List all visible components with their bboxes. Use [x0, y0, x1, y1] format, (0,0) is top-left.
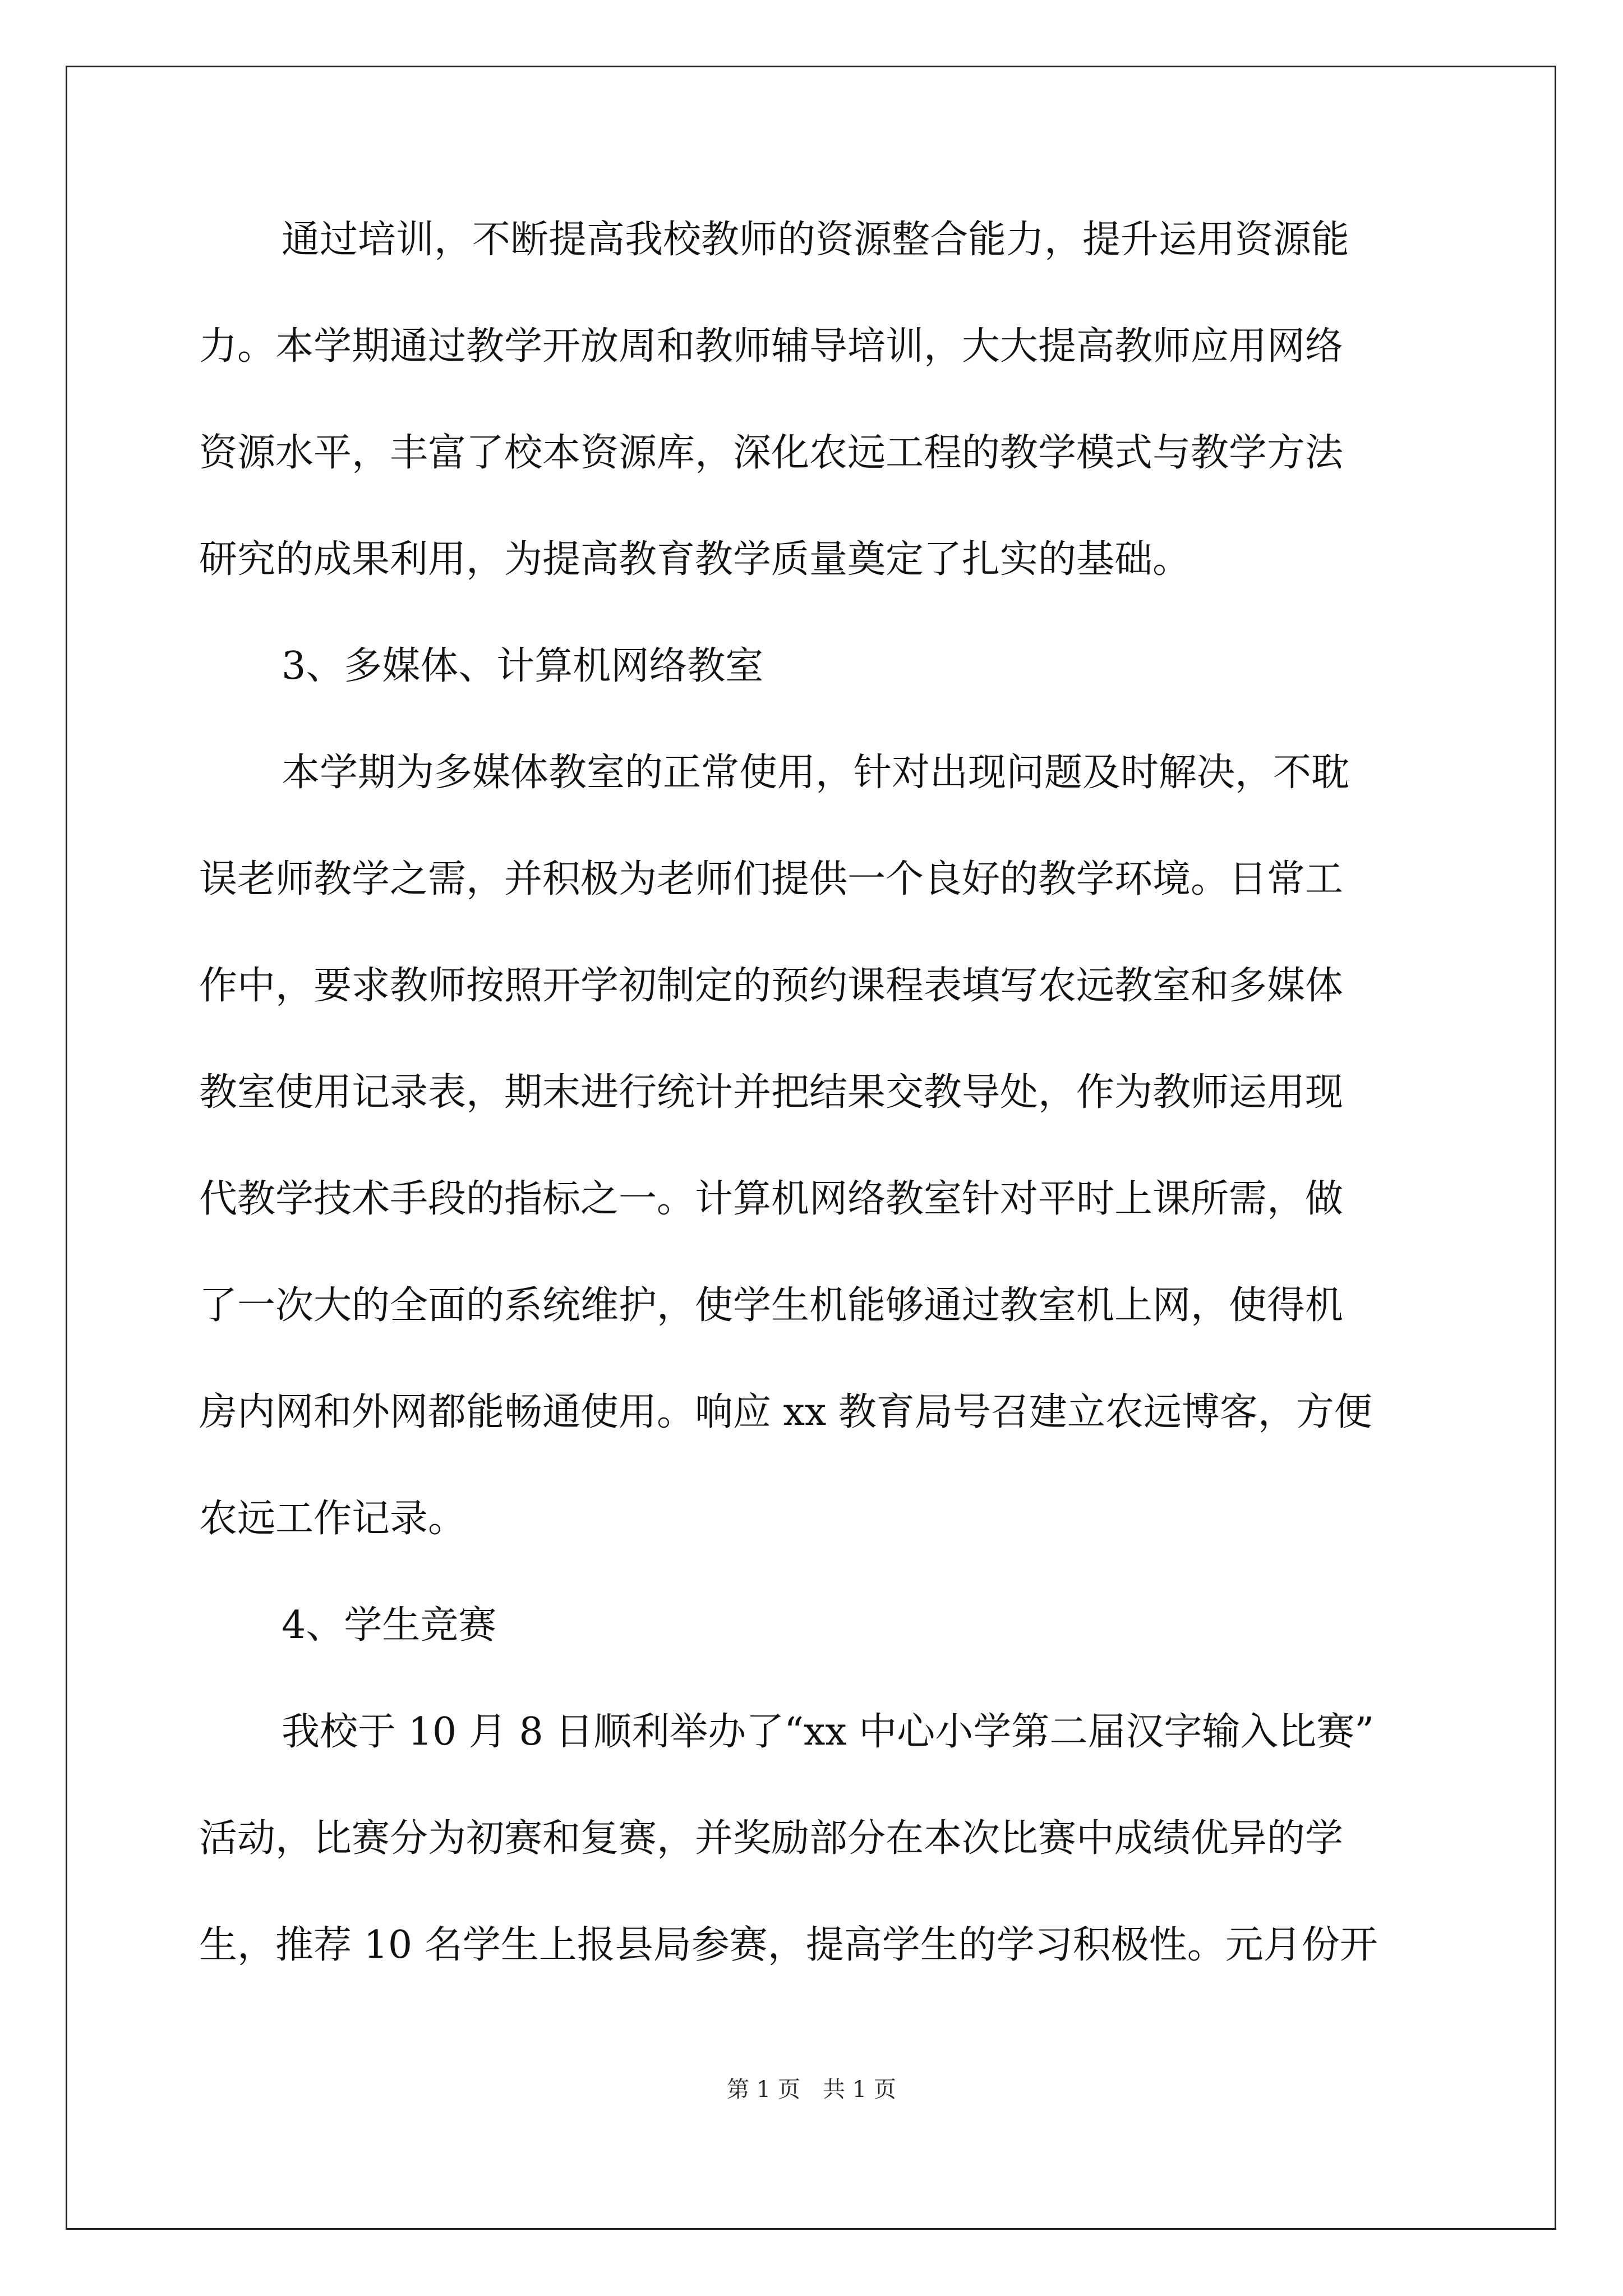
paragraph-line: 通过培训，不断提高我校教师的资源整合能力，提升运用资源能: [282, 218, 1350, 262]
paragraph-line: 活动，比赛分为初赛和复赛，并奖励部分在本次比赛中成绩优异的学: [199, 1816, 1344, 1861]
paragraph-line: 生，推荐 10 名学生上报县局参赛，提高学生的学习积极性。元月份开: [199, 1923, 1378, 1967]
document-body: [199, 213, 1422, 1972]
paragraph-line: 房内网和外网都能畅通使用。响应 xx 教育局号召建立农远博客，方便: [199, 1390, 1372, 1434]
paragraph-line: 研究的成果利用，为提高教育教学质量奠定了扎实的基础。: [199, 537, 1191, 582]
paragraph-line: 本学期为多媒体教室的正常使用，针对出现问题及时解决，不耽: [282, 751, 1350, 795]
paragraph-line: 了一次大的全面的系统维护，使学生机能够通过教室机上网，使得机: [199, 1283, 1344, 1328]
section-heading: 3、多媒体、计算机网络教室: [282, 644, 764, 688]
paragraph-line: 作中，要求教师按照开学初制定的预约课程表填写农远教室和多媒体: [199, 964, 1344, 1008]
paragraph-line: 误老师教学之需，并积极为老师们提供一个良好的教学环境。日常工: [199, 857, 1344, 901]
paragraph-line: 农远工作记录。: [199, 1497, 467, 1541]
paragraph-line: 代教学技术手段的指标之一。计算机网络教室针对平时上课所需，做: [199, 1177, 1344, 1221]
paragraph-line: 资源水平，丰富了校本资源库，深化农远工程的教学模式与教学方法: [199, 431, 1344, 475]
paragraph-line: 力。本学期通过教学开放周和教师辅导培训，大大提高教师应用网络: [199, 324, 1344, 369]
paragraph-line: 我校于 10 月 8 日顺利举办了“xx 中心小学第二届汉字输入比赛”: [282, 1710, 1375, 1754]
page-footer: 第 1 页 共 1 页: [727, 2077, 896, 2102]
section-heading: 4、学生竞赛: [282, 1603, 497, 1648]
paragraph-line: 教室使用记录表，期末进行统计并把结果交教导处，作为教师运用现: [199, 1070, 1344, 1115]
